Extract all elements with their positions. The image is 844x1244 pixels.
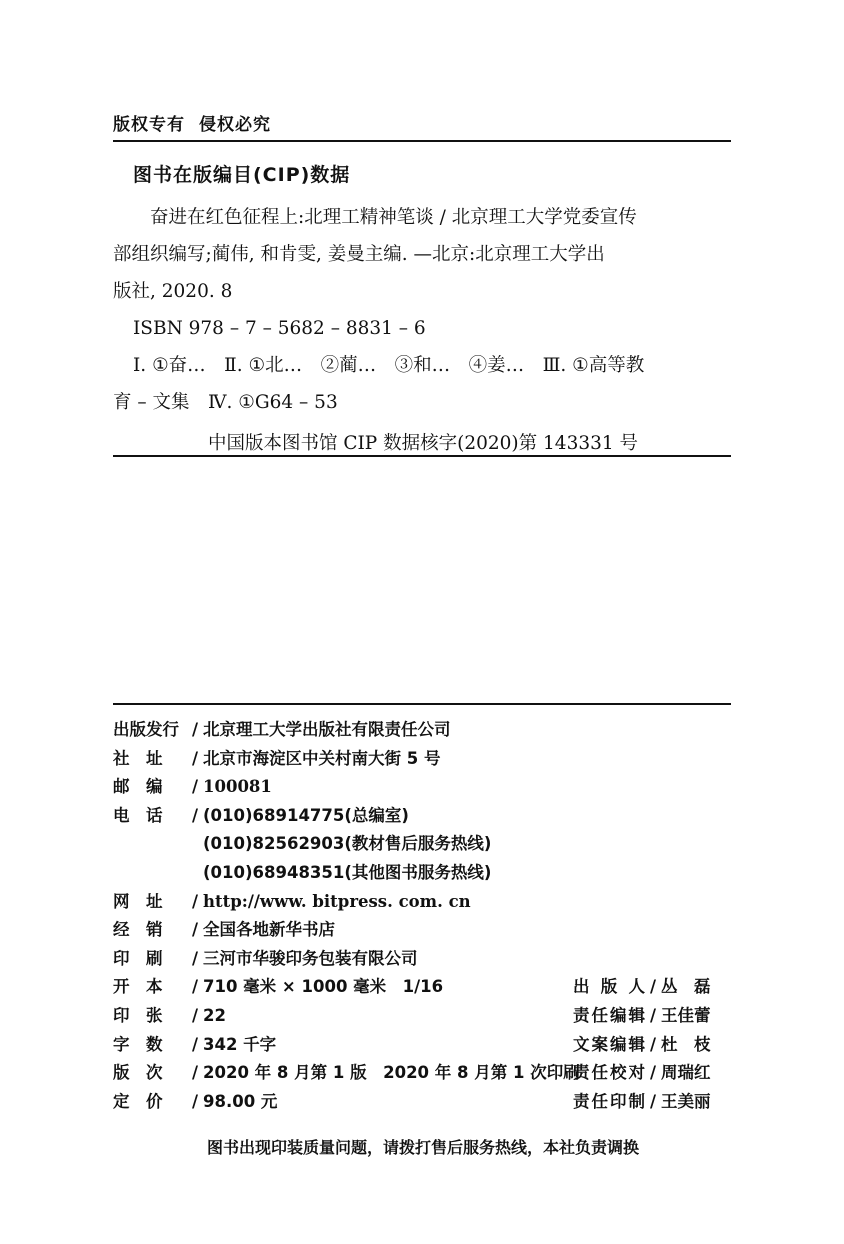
credit-value: 丛 磊 <box>661 977 711 997</box>
publisher-row-value: 全国各地新华书店 <box>203 920 335 940</box>
copyright-notice <box>113 110 271 135</box>
publisher-row-label: 开 本 <box>113 977 163 997</box>
credit-label: 责任编辑 <box>573 1005 645 1025</box>
publisher-row-label: 经 销 <box>113 920 163 940</box>
publisher-row-label: 社 址 <box>113 748 163 768</box>
credit-row: 出版人 / 丛 磊 <box>573 973 711 1002</box>
publisher-row-label: 定 价 <box>113 1091 163 1111</box>
publisher-row-value: 100081 <box>203 777 272 797</box>
credit-label: 出版人 <box>573 977 645 997</box>
cip-class-line-2: 育 – 文集 Ⅳ. ①G64 – 53 <box>113 392 338 413</box>
publisher-row-value: 22 <box>203 1005 226 1025</box>
copyright-notice-part2: 侵权必究 <box>199 115 271 135</box>
publisher-row-label: 字 数 <box>113 1034 163 1054</box>
publisher-row: 印 刷 / 三河市华骏印务包装有限公司 <box>113 945 733 974</box>
publisher-row-continuation <box>113 859 733 888</box>
footer-note: 图书出现印装质量问题，请拨打售后服务热线，本社负责调换 <box>206 1138 639 1157</box>
publisher-row-value: 710 毫米 × 1000 毫米 1/16 <box>203 977 444 997</box>
publisher-row-value: 2020 年 8 月第 1 版 2020 年 8 月第 1 次印刷 <box>203 1063 580 1083</box>
publisher-row: 字 数 / 342 千字 文案编辑 / 杜 枝 <box>113 1031 733 1060</box>
publisher-row-label: 印 张 <box>113 1005 163 1025</box>
credit-value: 周瑞红 <box>661 1063 711 1083</box>
credit-label: 责任印制 <box>573 1091 645 1111</box>
publisher-website-value: http://www. bitpress. com. cn <box>203 891 471 911</box>
publisher-row-continuation <box>113 830 733 859</box>
divider-publisher <box>113 703 731 705</box>
publisher-row-value: 北京市海淀区中关村南大街 5 号 <box>203 748 441 768</box>
publisher-row-label: 印 刷 <box>113 948 163 968</box>
publisher-row: 邮 编 / 100081 <box>113 773 733 802</box>
publisher-row-label: 版 次 <box>113 1063 163 1083</box>
publisher-row-value: (010)68948351(其他图书服务热线) <box>203 862 492 882</box>
cip-class-line-1: Ⅰ. ①奋… Ⅱ. ①北… ②蔺… ③和… ④姜… Ⅲ. ①高等教 <box>133 355 645 376</box>
credit-row: 责任编辑 / 王佳蕾 <box>573 1002 711 1031</box>
credit-row: 文案编辑 / 杜 枝 <box>573 1031 711 1060</box>
divider-bottom <box>113 455 731 457</box>
cip-body <box>113 202 733 465</box>
publisher-row: 电 话 / (010)68914775(总编室) <box>113 802 733 831</box>
publisher-row: 开 本 / 710 毫米 × 1000 毫米 1/16 出版人 / 丛 磊 <box>113 973 733 1002</box>
publisher-row-label: 电 话 <box>113 805 163 825</box>
credit-label: 文案编辑 <box>573 1034 645 1054</box>
publisher-row: 经 销 / 全国各地新华书店 <box>113 916 733 945</box>
divider-top <box>113 140 731 142</box>
price-value: 98.00 元 <box>203 1091 278 1111</box>
publisher-row-website: 网 址 / http://www. bitpress. com. cn <box>113 888 733 917</box>
publisher-row-value: 北京理工大学出版社有限责任公司 <box>203 720 451 739</box>
cip-library-line: 中国版本图书馆 CIP 数据核字(2020)第 143331 号 <box>207 433 639 454</box>
publisher-row-value: (010)82562903(教材售后服务热线) <box>203 834 492 854</box>
copyright-notice-part1: 版权专有 <box>113 115 185 135</box>
publisher-info <box>113 716 733 1116</box>
publisher-row: 印 张 / 22 责任编辑 / 王佳蕾 <box>113 1002 733 1031</box>
publisher-row-price: 定 价 / 98.00 元 责任印制 / 王美丽 <box>113 1088 733 1117</box>
publisher-row: 出版发行 / 北京理工大学出版社有限责任公司 <box>113 716 733 745</box>
publisher-row: 版 次 / 2020 年 8 月第 1 版 2020 年 8 月第 1 次印刷 责任校对 / 周瑞红 <box>113 1059 733 1088</box>
publisher-row-value: 342 千字 <box>203 1034 277 1054</box>
publisher-row-label: 邮 编 <box>113 777 163 797</box>
cip-entry-line-3: 版社, 2020. 8 <box>113 281 233 302</box>
credit-value: 王佳蕾 <box>661 1005 711 1025</box>
credit-value: 杜 枝 <box>661 1034 711 1054</box>
credit-row: 责任印制 / 王美丽 <box>573 1088 711 1117</box>
publisher-row-value: (010)68914775(总编室) <box>203 805 409 825</box>
credit-value: 王美丽 <box>661 1091 711 1111</box>
credit-row: 责任校对 / 周瑞红 <box>573 1059 711 1088</box>
publisher-row-label: 出版发行 <box>113 720 179 739</box>
credit-label: 责任校对 <box>573 1063 645 1083</box>
cip-isbn: ISBN 978 – 7 – 5682 – 8831 – 6 <box>133 318 426 339</box>
publisher-row-label: 网 址 <box>113 891 163 911</box>
publisher-row: 社 址 / 北京市海淀区中关村南大街 5 号 <box>113 745 733 774</box>
cip-heading: 图书在版编目(CIP)数据 <box>133 164 351 186</box>
cip-entry-line-1: 奋进在红色征程上:北理工精神笔谈 / 北京理工大学党委宣传 <box>150 207 637 228</box>
cip-entry-line-2: 部组织编写;蔺伟, 和肯雯, 姜曼主编. —北京:北京理工大学出 <box>113 244 605 265</box>
publisher-row-value: 三河市华骏印务包装有限公司 <box>203 948 418 968</box>
